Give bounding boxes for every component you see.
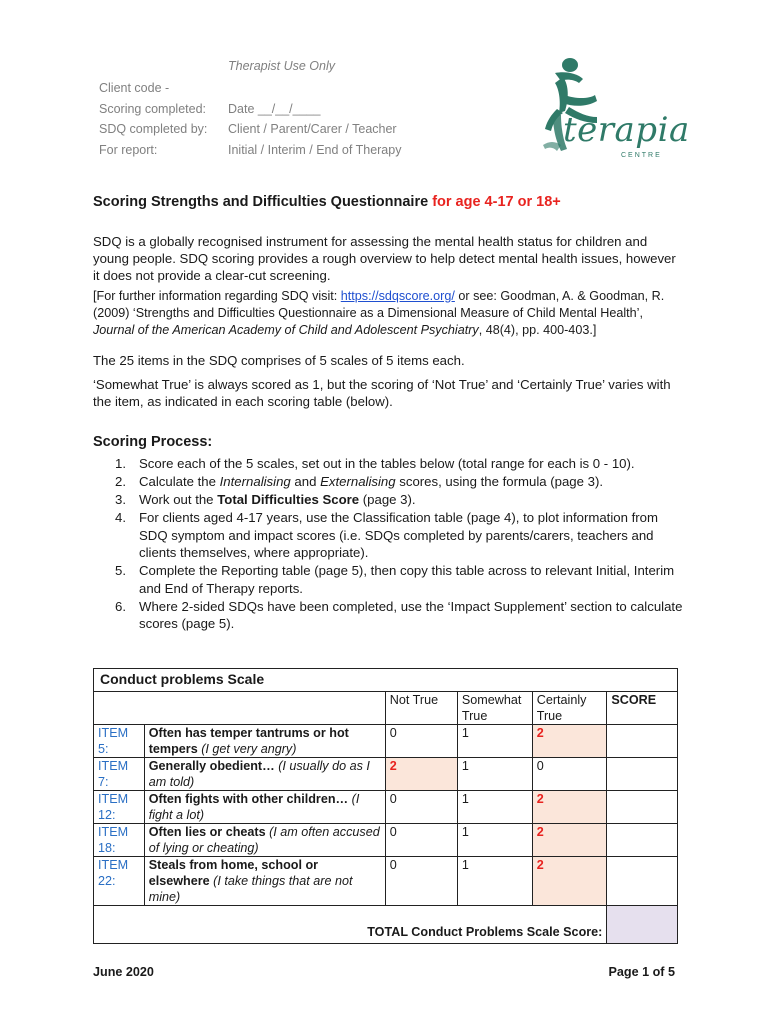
column-certainly-true: Certainly True xyxy=(532,692,607,725)
footer-date: June 2020 xyxy=(93,965,154,979)
scoring-steps-list xyxy=(93,455,683,633)
therapist-use-label: Therapist Use Only xyxy=(228,59,335,73)
sdq-completed-by-label: SDQ completed by: xyxy=(99,122,208,136)
page-title xyxy=(93,194,561,210)
score-input[interactable] xyxy=(607,725,678,758)
score-input[interactable] xyxy=(607,758,678,791)
column-somewhat-true: Somewhat True xyxy=(457,692,532,725)
sdq-completed-by-value: Client / Parent/Carer / Teacher xyxy=(228,122,397,136)
page-number: Page 1 of 5 xyxy=(608,965,675,979)
for-report-label: For report: xyxy=(99,143,158,157)
list-item: 1. Score each of the 5 scales, set out in the tables below (total range for each is 0 - 10). xyxy=(115,456,635,471)
for-report-value: Initial / Interim / End of Therapy xyxy=(228,143,402,157)
scoring-completed-label: Scoring completed: xyxy=(99,102,207,116)
scoring-date-value: Date __/__/____ xyxy=(228,102,321,116)
conduct-problems-table xyxy=(93,668,678,944)
reference-prefix: [For further information regarding SDQ visit: xyxy=(93,289,341,303)
scoring-paragraph: ‘Somewhat True’ is always scored as 1, but the scoring of ‘Not True’ and ‘Certainly True’ varies with the item, as indicated in each scoring table (below). xyxy=(93,377,671,409)
list-item: 4. For clients aged 4-17 years, use the Classification table (page 4), to plot information from SDQ symptom and impact scores (i.e. SDQs completed by parents/carers, teachers and clients themselves, where appropriate). xyxy=(115,510,658,560)
journal-name: Journal of the American Academy of Child and Adolescent Psychiatry xyxy=(93,323,479,337)
reference-citation: or see: Goodman, A. & Goodman, R. (2009) ‘Strengths and Difficulties Questionnaire as a Dimensional Measure of Child Mental Health’, xyxy=(93,289,665,320)
table-row: ITEM 7: Generally obedient… (I usually do as I am told) 2 1 0 xyxy=(94,758,678,791)
sdq-website-link[interactable]: https://sdqscore.org/ xyxy=(340,289,455,303)
table-title: Conduct problems Scale xyxy=(94,669,678,692)
list-item: 3. Work out the Total Difficulties Score (page 3). xyxy=(115,492,416,507)
terapia-logo xyxy=(535,55,690,165)
list-item: 5. Complete the Reporting table (page 5), then copy this table across to relevant Initial, Interim and End of Therapy reports. xyxy=(115,563,675,596)
table-row: ITEM 18: Often lies or cheats (I am often accused of lying or cheating) 0 1 2 xyxy=(94,824,678,857)
title-age-range: for age 4-17 or 18+ xyxy=(432,194,561,210)
column-not-true: Not True xyxy=(385,692,457,725)
list-item: 6. Where 2-sided SDQs have been completed, use the ‘Impact Supplement’ section to calculate scores (page 5). xyxy=(115,598,683,631)
intro-paragraph: SDQ is a globally recognised instrument for assessing the mental health status for children and young people. SDQ scoring provides a rough overview to help detect mental health issues, however it does not provide a clear-cut screening. xyxy=(93,234,676,283)
table-row: ITEM 5: Often has temper tantrums or hot tempers (I get very angry) 0 1 2 xyxy=(94,725,678,758)
table-row: ITEM 22: Steals from home, school or elsewhere (I take things that are not mine) 0 1 2 xyxy=(94,857,678,906)
score-input[interactable] xyxy=(607,824,678,857)
logo-subtitle: CENTRE xyxy=(621,152,662,159)
reference-end: , 48(4), pp. 400-403.] xyxy=(478,323,597,337)
total-score-input[interactable] xyxy=(607,906,678,944)
client-code-label: Client code - xyxy=(99,81,170,95)
scales-paragraph: The 25 items in the SDQ comprises of 5 scales of 5 items each. xyxy=(93,353,465,368)
scoring-process-heading: Scoring Process: xyxy=(93,434,213,450)
score-input[interactable] xyxy=(607,857,678,906)
column-score: SCORE xyxy=(607,692,678,725)
title-main: Scoring Strengths and Difficulties Questionnaire xyxy=(93,194,433,210)
table-row: ITEM 12: Often fights with other children… (I fight a lot) 0 1 2 xyxy=(94,791,678,824)
list-item: 2. Calculate the Internalising and Externalising scores, using the formula (page 3). xyxy=(115,474,604,489)
logo-wordmark: terapia xyxy=(563,110,690,150)
reference-paragraph xyxy=(93,288,683,339)
score-input[interactable] xyxy=(607,791,678,824)
total-score-label: TOTAL Conduct Problems Scale Score: xyxy=(94,906,607,944)
